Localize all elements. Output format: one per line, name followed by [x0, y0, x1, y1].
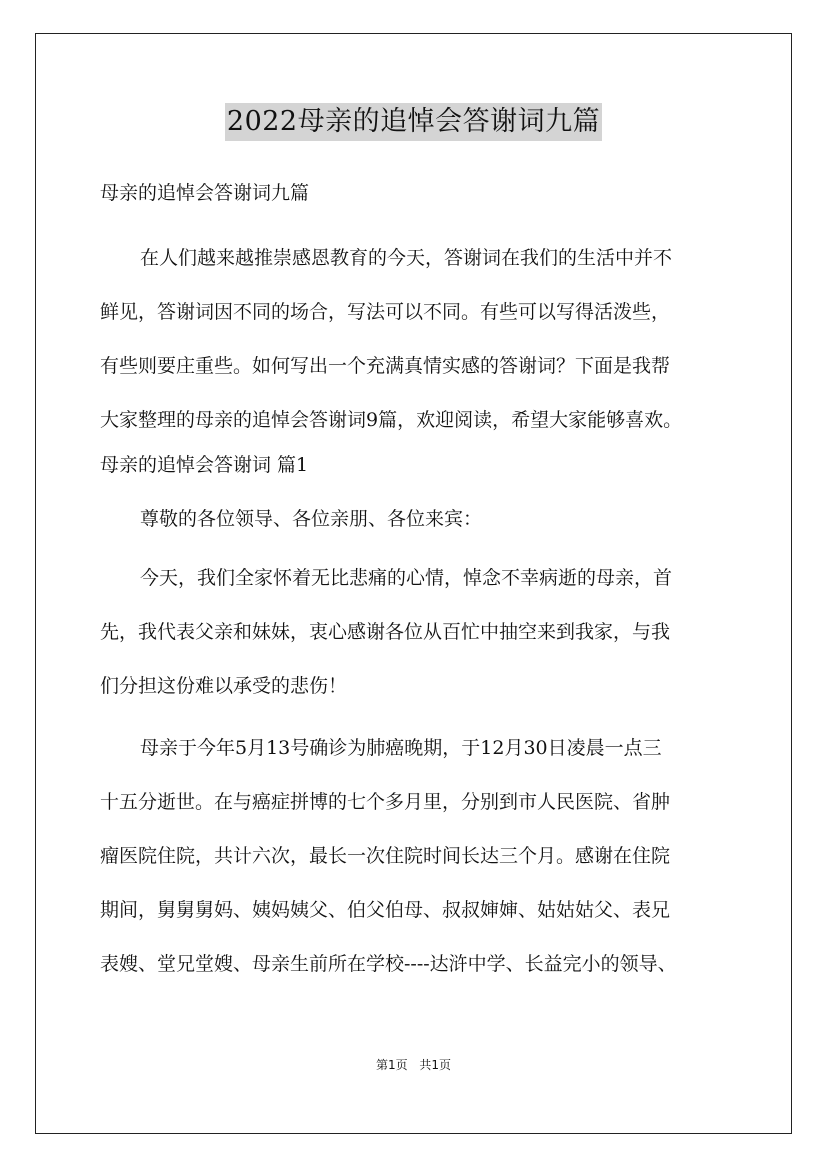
page-number: 第1页 — [375, 1058, 408, 1072]
body-paragraph-1: 今天，我们全家怀着无比悲痛的心情，悼念不幸病逝的母亲，首 先，我代表父亲和妹妹，衷心感谢各位从百忙中抽空来到我家，与我 们分担这份难以承受的悲伤！ — [100, 567, 673, 697]
page-footer — [0, 1056, 827, 1073]
body-paragraph-2: 母亲于今年5月13号确诊为肺癌晚期，于12月30日凌晨一点三 十五分逝世。在与癌症拼博的七个多月里，分别到市人民医院、省肿 瘤医院住院，共计六次，最长一次住院时间长达三个月。感谢在住院 期间，舅舅舅妈、姨妈姨父、伯父伯母、叔叔婶婶、姑姑姑父、表兄 表嫂、堂兄堂嫂、母亲生前所在学校----达浒中学、长益完小的领导、 — [100, 737, 677, 975]
page-total: 共1页 — [419, 1058, 452, 1072]
document-title: 2022母亲的追悼会答谢词九篇 — [225, 103, 602, 141]
salutation: 尊敬的各位领导、各位亲朋、各位来宾： — [140, 508, 483, 530]
title-wrap — [0, 103, 827, 141]
document-body — [100, 175, 750, 991]
section-heading: 母亲的追悼会答谢词 篇1 — [100, 454, 309, 476]
intro-paragraph: 在人们越来越推崇感恩教育的今天，答谢词在我们的生活中并不 鲜见，答谢词因不同的场合，写法可以不同。有些可以写得活泼些， 有些则要庄重些。如何写出一个充满真情实感的答谢词？下面是我帮 大家整理的母亲的追悼会答谢词9篇，欢迎阅读，希望大家能够喜欢。 — [100, 247, 683, 431]
document-subtitle: 母亲的追悼会答谢词九篇 — [100, 182, 310, 204]
